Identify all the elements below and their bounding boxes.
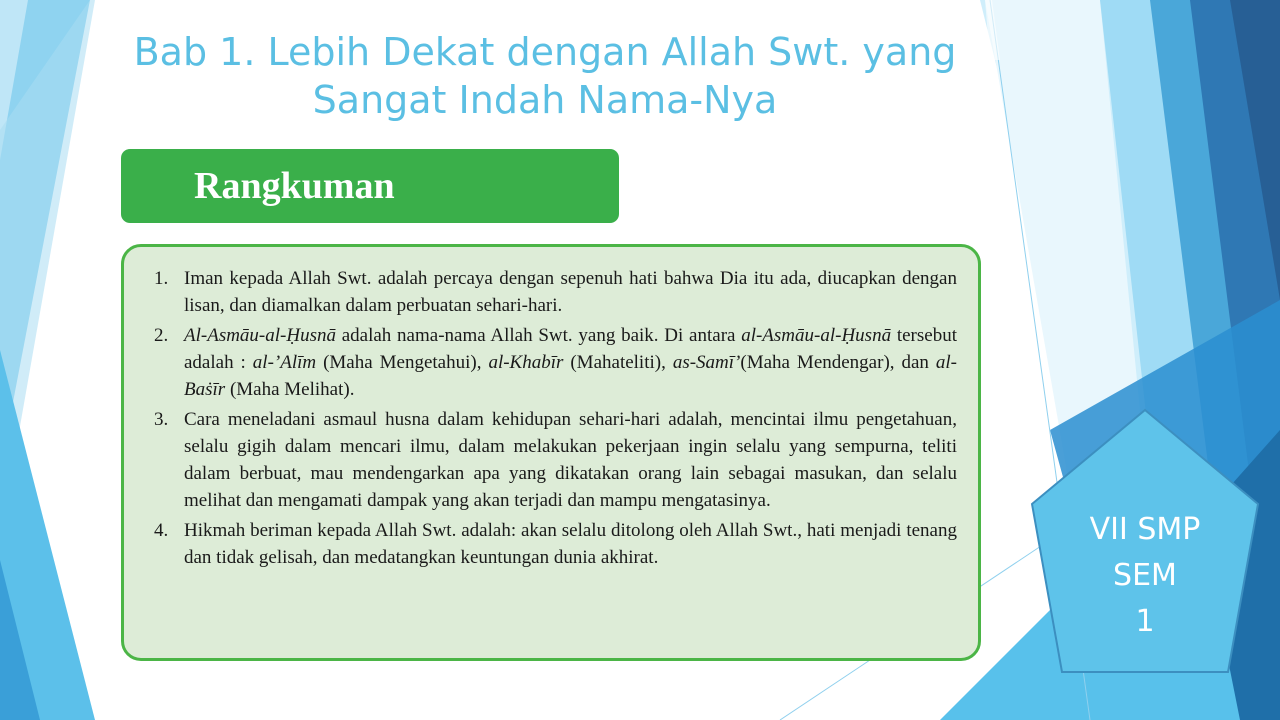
term-asmaul-husna: al-Asmāu-al-Ḥusnā xyxy=(741,325,892,346)
list-item xyxy=(154,265,957,319)
item-text-part: (Maha Mengetahui), xyxy=(316,352,489,373)
summary-box xyxy=(121,244,981,661)
item-number: 3. xyxy=(154,409,169,430)
item-text-part: tersebut adalah : xyxy=(184,325,957,373)
slide-title: Bab 1. Lebih Dekat dengan Allah Swt. yang Sangat Indah Nama-Nya xyxy=(133,30,957,122)
term-al-basir: al-Baṡīr xyxy=(184,352,957,400)
summary-list xyxy=(154,265,957,571)
term-al-alim: al-ʼAlīm xyxy=(252,352,317,373)
item-number: 1. xyxy=(154,268,169,289)
summary-heading: Rangkuman xyxy=(194,165,395,207)
item-text-part: (Maha Melihat). xyxy=(225,379,355,400)
item-text: Hikmah beriman kepada Allah Swt. adalah: akan selalu ditolong oleh Allah Swt., hati menjadi tenang dan tidak gelisah, dan medatangkan keuntungan dunia akhirat. xyxy=(184,520,957,568)
list-item xyxy=(154,517,957,571)
item-number: 4. xyxy=(154,520,169,541)
list-item xyxy=(154,406,957,514)
term-al-khabir: al-Khabīr xyxy=(488,352,564,373)
item-number: 2. xyxy=(154,325,169,346)
summary-heading-bar xyxy=(121,149,619,223)
item-text: Cara meneladani asmaul husna dalam kehidupan sehari-hari adalah, mencintai ilmu pengetahuan, selalu gigih dalam mencari ilmu, dalam melakukan pekerjaan ingin selalu yang sempurna, teliti dalam berbuat, mau mendengarkan apa yang dikatakan orang lain sebagai masukan, dan selalu melihat dan mengamati dampak yang akan terjadi dan mampu mengatasinya. xyxy=(184,409,957,511)
term-asmaul-husna: Al-Asmāu-al-Ḥusnā xyxy=(184,325,336,346)
badge-line-sem: SEM xyxy=(1113,558,1177,593)
badge-line-grade: VII SMP xyxy=(1089,512,1201,547)
badge-line-number: 1 xyxy=(1135,604,1155,639)
badge-label xyxy=(1060,507,1230,645)
term-as-sami: as-Samīʼ xyxy=(672,352,741,373)
item-text-part: (Mahateliti), xyxy=(563,352,673,373)
item-text-part: (Maha Mendengar), dan xyxy=(740,352,936,373)
item-text-part: adalah nama-nama Allah Swt. yang baik. Di antara xyxy=(335,325,742,346)
list-item xyxy=(154,322,957,403)
item-text: Iman kepada Allah Swt. adalah percaya dengan sepenuh hati bahwa Dia itu ada, diucapkan dengan lisan, dan diamalkan dalam perbuatan sehari-hari. xyxy=(184,268,957,316)
